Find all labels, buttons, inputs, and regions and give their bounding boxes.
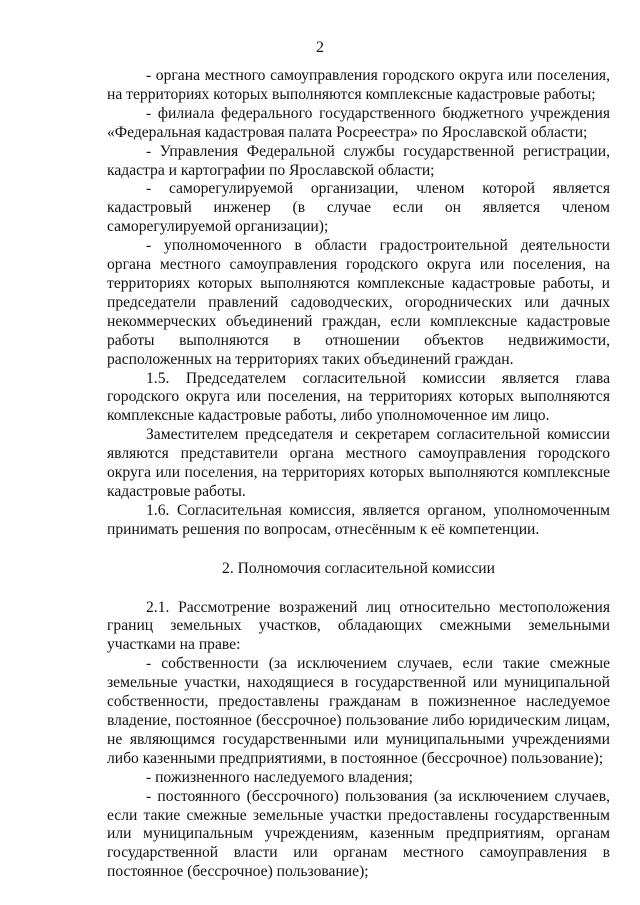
paragraph-deputy-secretary: Заместителем председателя и секретарем согласительной комиссии являются представители органа местного самоуправления городского округа или поселения, на территориях которых выполняются комплексные кадастровые работы. — [107, 426, 610, 500]
paragraph-2-1-objections: 2.1. Рассмотрение возражений лиц относительно местоположения границ земельных участков, обладающих смежными земельными участками на праве: — [107, 598, 610, 654]
paragraph-list-item-lifetime-possession: - пожизненного наследуемого владения; — [146, 768, 413, 786]
paragraph-list-item-ownership: - собственности (за исключением случаев, если такие смежные земельные участки, находящиеся в государственной или муниципальной собственности, предоставлены гражданам в пожизненное наследуемое владение, постоянное (бессрочное) пользование либо юридическим лицам, не являющимся государственными или муниципальными учреждениями либо казенными предприятиями, в постоянное (бессрочное) пользование); — [107, 655, 610, 767]
document-body — [107, 67, 610, 882]
section-heading: 2. Полномочия согласительной комиссии — [222, 559, 495, 577]
paragraph-list-item-local-government: - органа местного самоуправления городского округа или поселения, на территориях которых выполняются комплексные кадастровые работы; — [107, 67, 610, 103]
paragraph-list-item-sro: - саморегулируемой организации, членом которой является кадастровый инженер (в случае если он является членом саморегулируемой организации); — [107, 180, 610, 236]
paragraph-list-item-cadastral-chamber: - филиала федерального государственного бюджетного учреждения «Федеральная кадастровая палата Росреестра» по Ярославской области; — [107, 104, 610, 141]
page-number: 2 — [316, 39, 324, 56]
paragraph-list-item-urban-planning: - уполномоченного в области градостроительной деятельности органа местного самоуправления городского округа или поселения, на территориях которых выполняются комплексные кадастровые работы, и председатели правлений садоводческих, огороднических или дачных некоммерческих объединений граждан, если комплексные кадастровые работы выполняются в отношении объектов недвижимости, расположенных на территориях таких объединений граждан. — [107, 237, 610, 368]
paragraph-list-item-rosreestr: - Управления Федеральной службы государственной регистрации, кадастра и картографии по Ярославской области; — [107, 142, 610, 179]
paragraph-list-item-permanent-use: - постоянного (бессрочного) пользования (за исключением случаев, если такие смежные земельные участки предоставлены государственным или муниципальным учреждениям, казенным предприятиям, органам государственной власти или органам местного самоуправления в постоянное (бессрочное) пользование); — [107, 787, 610, 881]
paragraph-1-5-chairman: 1.5. Председателем согласительной комиссии является глава городского округа или поселения, на территориях которых выполняются комплексные кадастровые работы, либо уполномоченное им лицо. — [107, 369, 610, 425]
paragraph-1-6-commission-body: 1.6. Согласительная комиссия, является органом, уполномоченным принимать решения по вопросам, отнесённым к её компетенции. — [107, 501, 610, 538]
